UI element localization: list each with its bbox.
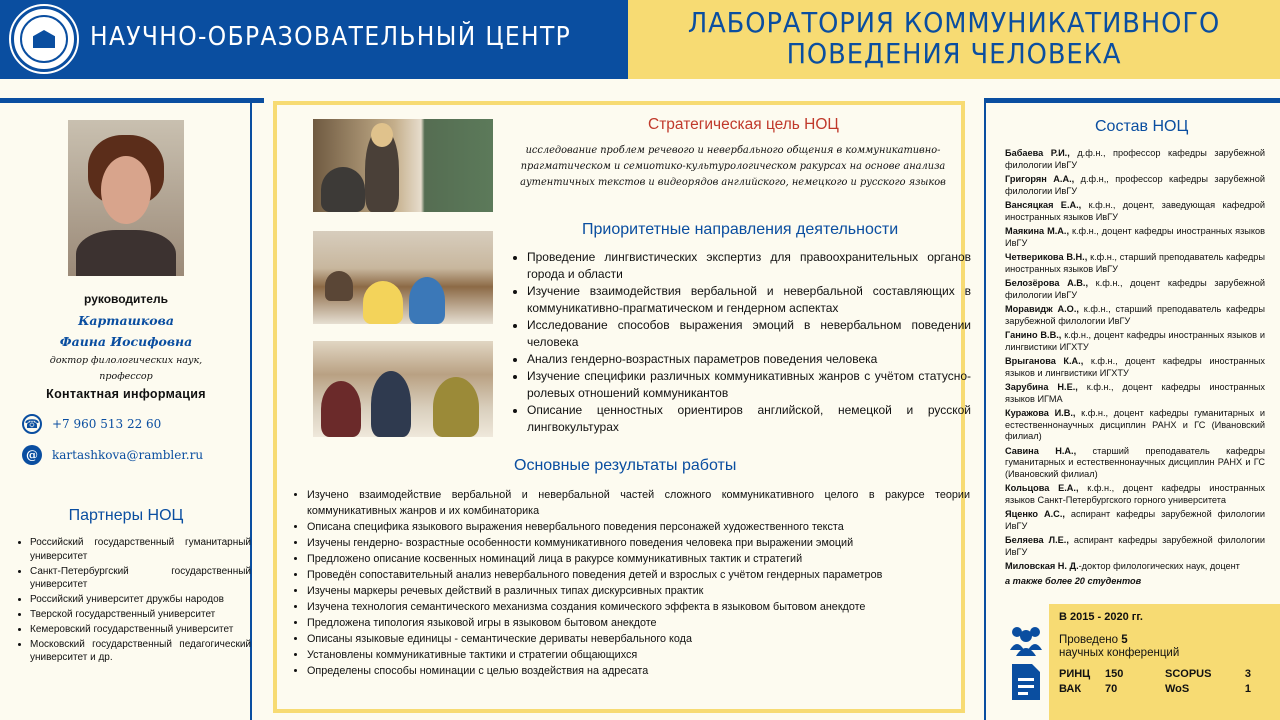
staff-member-name: Яценко А.С., <box>1005 509 1065 519</box>
list-item: • Изучены гендерно- возрастные особенности коммуникативного поведения человека при выражении эмоций <box>307 535 970 551</box>
priorities-list <box>511 249 971 436</box>
staff-students-note: а также более 20 студентов <box>1005 575 1142 586</box>
staff-list <box>1005 148 1265 587</box>
staff-member-desc: к.ф.н., доцент кафедры иностранных языков Санкт-Петербургского горного университета <box>1005 483 1265 505</box>
stats-grid <box>1059 668 1251 698</box>
wos-value: 1 <box>1244 683 1251 695</box>
staff-member-desc: к.ф.н., доцент кафедры гуманитарных и естественнонаучных дисциплин РАНХ и ГС (Ивановский филиал) <box>1005 408 1265 441</box>
list-item: • Анализ гендерно-возрастных параметров поведения человека <box>527 351 971 368</box>
staff-member-desc: -доктор филологических наук, доцент <box>1078 561 1240 571</box>
lab-title <box>628 7 1280 69</box>
staff-member <box>1005 200 1265 223</box>
staff-member-name: Белозёрова А.В., <box>1005 278 1089 288</box>
rinc-label: РИНЦ <box>1059 668 1091 680</box>
email-address[interactable]: kartashkova@rambler.ru <box>52 448 204 462</box>
list-item: • Изучение взаимодействия вербальной и невербальной составляющих в коммуникативно-прагматическом и гендерном аспектах <box>527 283 971 317</box>
staff-member-name: Миловская Н. Д. <box>1005 561 1079 571</box>
list-item: • Российский университет дружбы народов <box>30 593 251 607</box>
results-title: Основные результаты работы <box>514 457 737 474</box>
goal-title: Стратегическая цель НОЦ <box>648 116 839 133</box>
list-item: • Исследование способов выражения эмоций в невербальном поведении человека <box>527 317 971 351</box>
lab-title-line1: ЛАБОРАТОРИЯ КОММУНИКАТИВНОГО <box>687 6 1221 39</box>
goal-text: исследование проблем речевого и невербального общения в коммуникативно-прагматическом и семиотико-культурологическом ракурсах на основе анализа аутентичных текстов и видеорядов английского, немецкого и русского языков <box>520 145 946 188</box>
staff-member-desc: д.ф.н,, профессор кафедры зарубежной филологии ИвГУ <box>1005 174 1266 196</box>
document-icon <box>1010 664 1042 700</box>
manager-role: руководитель <box>84 292 168 306</box>
staff-member <box>1005 408 1265 443</box>
vak-label: ВАК <box>1059 683 1082 695</box>
staff-member-desc: старший преподаватель кафедры гуманитарных и естественнонаучных дисциплин РАНХ и ГС (Ивановский филиал) <box>1005 445 1265 479</box>
staff-member <box>1005 330 1265 353</box>
manager-degree: доктор филологических наук, <box>49 355 203 366</box>
lab-title-line2: ПОВЕДЕНИЯ ЧЕЛОВЕКА <box>786 37 1122 70</box>
conf-count: 5 <box>1121 634 1128 646</box>
vak-value: 70 <box>1105 683 1118 695</box>
staff-member-name: Четверикова В.Н., <box>1005 252 1088 262</box>
manager-photo <box>68 120 184 276</box>
manager-title: профессор <box>99 371 153 382</box>
stats-period: В 2015 - 2020 гг. <box>1059 611 1143 623</box>
email-contact[interactable] <box>22 445 203 465</box>
list-item: • Проведён сопоставительный анализ невербального поведения детей и взрослых с учётом гендерных параметров <box>307 567 970 583</box>
staff-member <box>1005 278 1265 301</box>
list-item: • Описание ценностных ориентиров английской, немецкой и русской лингвокультурах <box>527 402 971 436</box>
staff-member <box>1005 304 1265 327</box>
staff-member-desc: аспирант кафедры зарубежной филологии ИвГУ <box>1005 535 1265 557</box>
conf-text-pre: Проведено <box>1059 634 1122 646</box>
staff-member-name: Зарубина Н.Е., <box>1005 382 1078 392</box>
contact-info-title: Контактная информация <box>46 387 206 401</box>
staff-member-name: Маякина М.А., <box>1005 226 1070 236</box>
list-item: • Описана специфика языкового выражения невербального поведения персонажей художественного текста <box>307 519 970 535</box>
staff-member <box>1005 174 1265 197</box>
results-list <box>292 487 970 679</box>
staff-member <box>1005 356 1265 379</box>
list-item: • Описаны языковые единицы - семантические дериваты невербального кода <box>307 631 970 647</box>
staff-member <box>1005 148 1265 171</box>
list-item: • Предложено описание косвенных номинаций лица в ракурсе коммуникативных тактик и стратегий <box>307 551 970 567</box>
list-item: • Кемеровский государственный университет <box>30 623 251 637</box>
staff-member <box>1005 509 1265 532</box>
list-item: • Определены способы номинации с целью воздействия на адресата <box>307 663 970 679</box>
photo-lecture <box>313 119 493 212</box>
list-item: • Изучены маркеры речевых действий в различных типах дискурсивных практик <box>307 583 970 599</box>
university-logo-icon <box>11 6 77 72</box>
staff-member-desc: к.ф.н., доцент кафедры иностранных языков ИГМА <box>1005 382 1265 404</box>
list-item: • Изучена технология семантического механизма создания комического эффекта в языковом бытовом анекдоте <box>307 599 970 615</box>
partners-list <box>18 536 251 666</box>
manager-surname: Карташкова <box>78 313 174 328</box>
scopus-value: 3 <box>1244 668 1251 680</box>
staff-member-name: Кольцова Е.А., <box>1005 483 1079 493</box>
partners-title: Партнеры НОЦ <box>68 507 184 524</box>
people-group-icon <box>1008 624 1044 656</box>
list-item: • Изучение специфики различных коммуникативных жанров с учётом статусно-ролевых отношений коммуникантов <box>527 368 971 402</box>
staff-member-name: Бабаева Р.И., <box>1005 148 1070 158</box>
staff-member <box>1005 382 1265 405</box>
staff-member-desc: д.ф.н., профессор кафедры зарубежной филологии ИвГУ <box>1005 148 1266 170</box>
manager-given-name: Фаина Иосифовна <box>59 334 193 349</box>
conf-text-post: научных конференций <box>1059 647 1180 659</box>
staff-member <box>1005 226 1265 249</box>
staff-member <box>1005 535 1265 558</box>
phone-contact[interactable] <box>22 414 161 434</box>
list-item: • Изучено взаимодействие вербальной и невербальной частей сложного коммуникативного целого в ракурсе теории коммуникативных жанров и их комбинаторика <box>307 487 970 519</box>
staff-title: Состав НОЦ <box>1095 118 1189 135</box>
staff-member-desc: к.ф.н., доцент кафедры иностранных языков ИвГУ <box>1005 226 1265 248</box>
staff-member-name: Врыганова К.А., <box>1005 356 1084 366</box>
staff-member-desc: к.ф.н., доцент, заведующая кафедрой иностранных языков ИвГУ <box>1005 200 1265 222</box>
staff-member-name: Савина Н.А., <box>1005 445 1077 456</box>
staff-member-name: Ганино В.В., <box>1005 330 1062 340</box>
list-item: • Предложена типология языковой игры в языковом бытовом анекдоте <box>307 615 970 631</box>
staff-member-desc: к.ф.н., доцент кафедры иностранных языков и лингвистики ИГХТУ <box>1005 330 1265 352</box>
staff-member-desc: к.ф.н., старший преподаватель кафедры иностранных языков ИвГУ <box>1005 252 1265 274</box>
center-title: НАУЧНО-ОБРАЗОВАТЕЛЬНЫЙ ЦЕНТР <box>90 22 572 52</box>
staff-member-desc: к.ф.н., доцент кафедры зарубежной филологии ИвГУ <box>1005 278 1265 300</box>
staff-member-name: Вансяцкая Е.А., <box>1005 200 1082 210</box>
staff-member-desc: к.ф.н., старший преподаватель кафедры зарубежной филологии ИвГУ <box>1005 304 1265 326</box>
scopus-label: SCOPUS <box>1165 668 1212 680</box>
staff-member-name: Григорян А.А., <box>1005 174 1075 184</box>
staff-member-name: Моравидж А.О., <box>1005 304 1079 314</box>
staff-member-desc: к.ф.н., доцент кафедры иностранных языков и лингвистики ИГХТУ <box>1005 356 1265 378</box>
wos-label: WoS <box>1165 683 1190 695</box>
list-item: • Проведение лингвистических экспертиз для правоохранительных органов города и области <box>527 249 971 283</box>
priorities-title: Приоритетные направления деятельности <box>582 221 899 238</box>
list-item: • Российский государственный гуманитарный университет <box>30 536 251 564</box>
photo-conference <box>313 341 493 437</box>
rinc-value: 150 <box>1105 668 1124 680</box>
staff-member-name: Беляева Л.Е., <box>1005 535 1069 545</box>
phone-number[interactable]: +7 960 513 22 60 <box>52 417 162 431</box>
list-item: • Установлены коммуникативные тактики и стратегии общающихся <box>307 647 970 663</box>
staff-member-name: Куражова И.В., <box>1005 408 1076 418</box>
list-item: • Московский государственный педагогический университет и др. <box>30 638 251 666</box>
list-item: • Тверской государственный университет <box>30 608 251 622</box>
email-at-icon: @ <box>22 445 42 465</box>
stats-conferences <box>1059 634 1179 660</box>
staff-member <box>1005 561 1265 573</box>
phone-icon: ☎ <box>22 414 42 434</box>
staff-member-desc: аспирант кафедры зарубежной филологии ИвГУ <box>1005 509 1265 531</box>
staff-member <box>1005 483 1265 506</box>
list-item: • Санкт-Петербургский государственный университет <box>30 565 251 593</box>
photo-classroom <box>313 231 493 324</box>
staff-member <box>1005 252 1265 275</box>
staff-member <box>1005 446 1265 481</box>
